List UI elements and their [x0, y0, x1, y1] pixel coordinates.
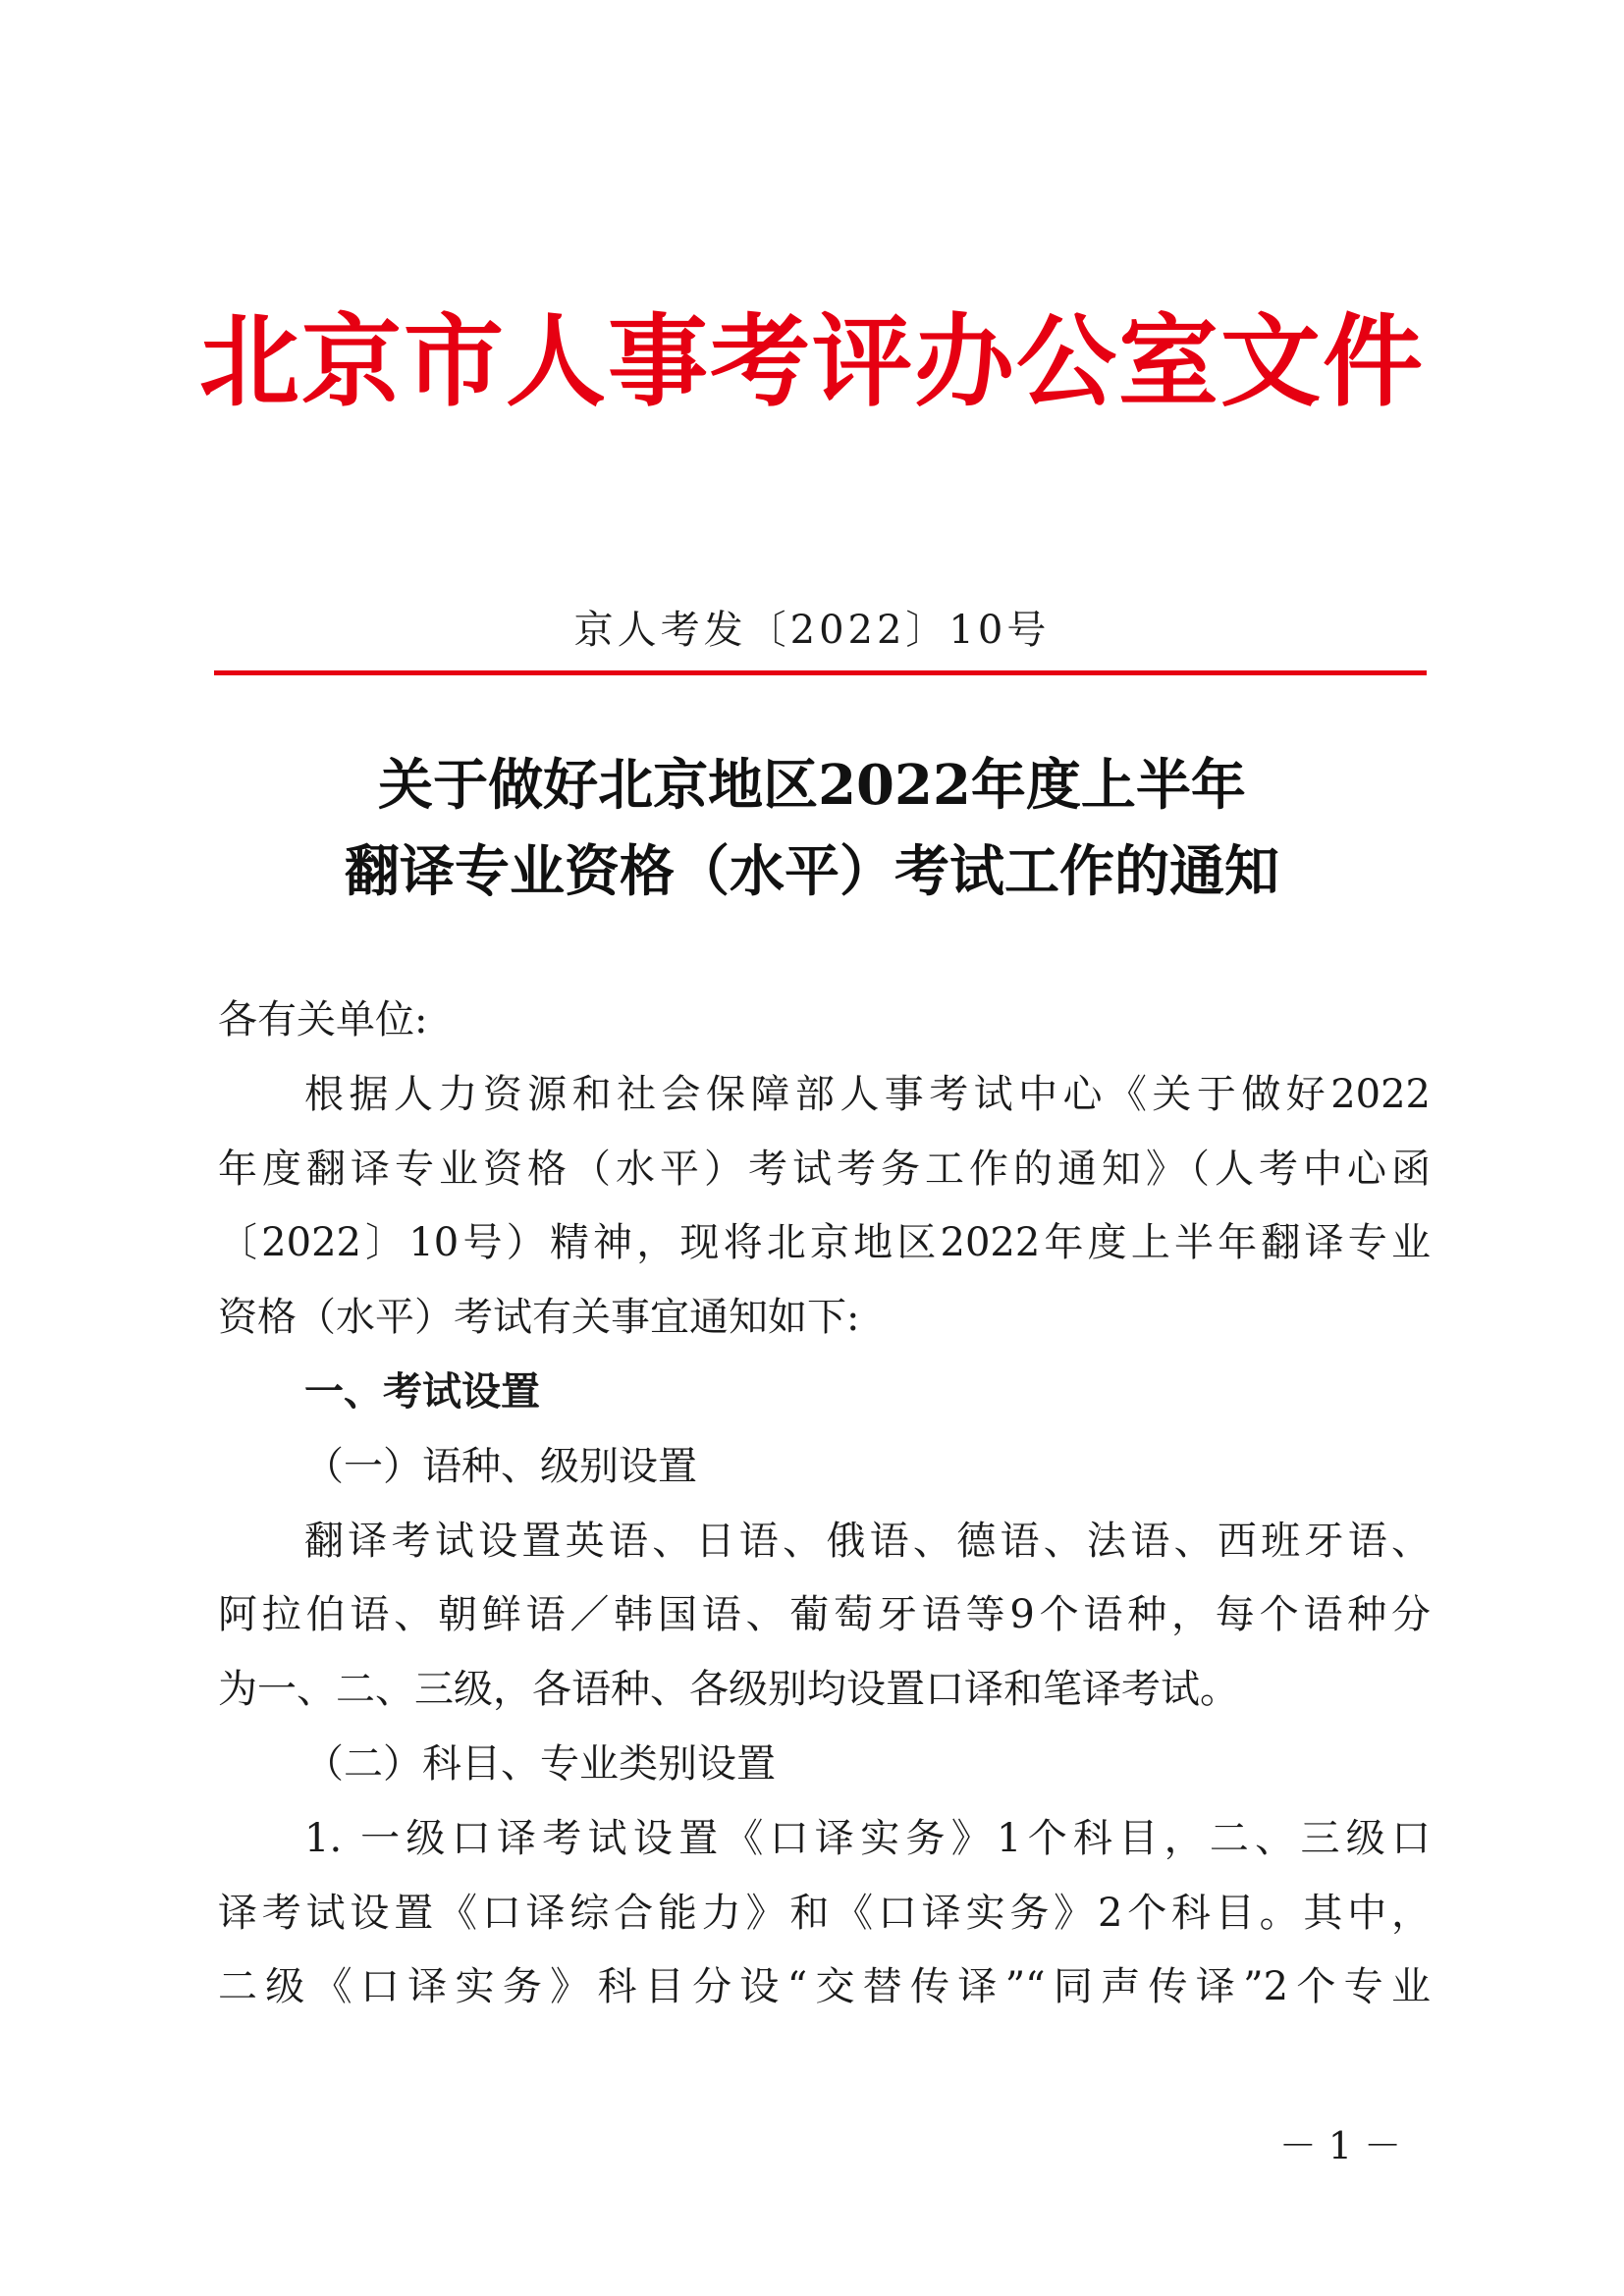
intro-line: 资格（水平）考试有关事宜通知如下: — [218, 1295, 860, 1341]
intro-line: 根据人力资源和社会保障部人事考试中心《关于做好2022 — [304, 1071, 1431, 1117]
intro-line: 〔2022〕10号）精神，现将北京地区2022年度上半年翻译专业 — [218, 1220, 1431, 1266]
notice-title-line-1: 关于做好北京地区2022年度上半年 — [378, 753, 1246, 818]
subsection-heading: （一）语种、级别设置 — [304, 1443, 697, 1489]
salutation: 各有关单位: — [218, 997, 428, 1042]
notice-body — [218, 984, 1431, 2025]
document-number: 京人考发〔2022〕10号 — [573, 608, 1051, 653]
paragraph-line: 翻译考试设置英语、日语、俄语、德语、法语、西班牙语、 — [304, 1518, 1431, 1564]
page-number: － 1 － — [1278, 2124, 1402, 2167]
subsection-heading: （二）科目、专业类别设置 — [304, 1740, 776, 1787]
section-heading: 一、考试设置 — [304, 1368, 540, 1415]
notice-title-line-2: 翻译专业资格（水平）考试工作的通知 — [345, 839, 1279, 904]
red-divider-rule — [214, 670, 1427, 675]
paragraph-line: 1. 一级口译考试设置《口译实务》1个科目，二、三级口 — [304, 1815, 1431, 1861]
masthead: 北京市人事考评办公室文件 — [199, 304, 1425, 421]
paragraph-line: 为一、二、三级，各语种、各级别均设置口译和笔译考试。 — [218, 1667, 1239, 1713]
paragraph-line: 二级《口译实务》科目分设“交替传译”“同声传译”2个专业 — [218, 1964, 1431, 2010]
intro-line: 年度翻译专业资格（水平）考试考务工作的通知》（人考中心函 — [218, 1146, 1431, 1192]
paragraph-line: 阿拉伯语、朝鲜语／韩国语、葡萄牙语等9个语种，每个语种分 — [218, 1592, 1431, 1638]
paragraph-line: 译考试设置《口译综合能力》和《口译实务》2个科目。其中， — [218, 1890, 1431, 1936]
